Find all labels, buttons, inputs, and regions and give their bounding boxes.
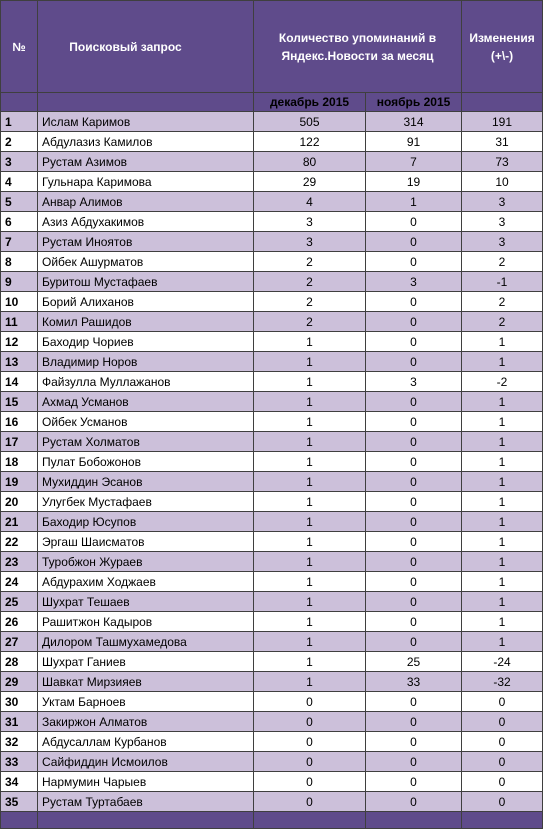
row-number: 27	[1, 632, 38, 652]
row-number: 5	[1, 192, 38, 212]
row-number: 8	[1, 252, 38, 272]
table-row	[1, 112, 543, 132]
row-number: 2	[1, 132, 38, 152]
row-november: 0	[366, 612, 462, 632]
row-change: 10	[462, 172, 543, 192]
row-query: Дилором Ташмухамедова	[38, 632, 254, 652]
row-change: 2	[462, 312, 543, 332]
row-change: 3	[462, 212, 543, 232]
table-row	[1, 292, 543, 312]
row-december: 1	[254, 332, 366, 352]
subheader-empty-query	[38, 93, 254, 112]
row-number: 15	[1, 392, 38, 412]
row-number: 1	[1, 112, 38, 132]
row-december: 1	[254, 512, 366, 532]
row-change: 0	[462, 792, 543, 812]
table-body	[1, 112, 543, 812]
row-query: Рустам Туртабаев	[38, 792, 254, 812]
table-row	[1, 312, 543, 332]
row-change: 1	[462, 492, 543, 512]
row-change: -2	[462, 372, 543, 392]
row-query: Баходир Юсупов	[38, 512, 254, 532]
table-row	[1, 572, 543, 592]
row-query: Ойбек Ашурматов	[38, 252, 254, 272]
table-row	[1, 212, 543, 232]
row-change: -1	[462, 272, 543, 292]
row-change: 0	[462, 752, 543, 772]
row-query: Абдусаллам Курбанов	[38, 732, 254, 752]
row-number: 31	[1, 712, 38, 732]
row-query: Улугбек Мустафаев	[38, 492, 254, 512]
header-num: №	[1, 1, 38, 93]
row-november: 0	[366, 332, 462, 352]
row-number: 20	[1, 492, 38, 512]
row-december: 3	[254, 232, 366, 252]
row-november: 33	[366, 672, 462, 692]
row-december: 29	[254, 172, 366, 192]
table-row	[1, 412, 543, 432]
row-change: 1	[462, 632, 543, 652]
row-number: 23	[1, 552, 38, 572]
row-query: Рустам Холматов	[38, 432, 254, 452]
row-change: 2	[462, 292, 543, 312]
row-december: 1	[254, 372, 366, 392]
row-number: 18	[1, 452, 38, 472]
row-december: 1	[254, 472, 366, 492]
row-change: 191	[462, 112, 543, 132]
row-change: 0	[462, 712, 543, 732]
subheader-empty-num	[1, 93, 38, 112]
row-number: 29	[1, 672, 38, 692]
row-december: 2	[254, 272, 366, 292]
row-december: 1	[254, 652, 366, 672]
subheader-december: декабрь 2015	[254, 93, 366, 112]
row-december: 0	[254, 792, 366, 812]
row-query: Шавкат Мирзияев	[38, 672, 254, 692]
row-december: 0	[254, 772, 366, 792]
row-november: 0	[366, 432, 462, 452]
row-change: 3	[462, 192, 543, 212]
row-number: 7	[1, 232, 38, 252]
row-query: Туробжон Жураев	[38, 552, 254, 572]
footer-row	[1, 812, 543, 829]
row-december: 1	[254, 572, 366, 592]
subheader-row	[1, 93, 543, 112]
table-row	[1, 272, 543, 292]
row-change: 0	[462, 772, 543, 792]
table-row	[1, 712, 543, 732]
row-query: Мухиддин Эсанов	[38, 472, 254, 492]
row-november: 3	[366, 272, 462, 292]
row-november: 0	[366, 492, 462, 512]
row-query: Нармумин Чарыев	[38, 772, 254, 792]
row-december: 0	[254, 752, 366, 772]
row-number: 32	[1, 732, 38, 752]
row-november: 0	[366, 312, 462, 332]
row-number: 14	[1, 372, 38, 392]
row-change: 1	[462, 412, 543, 432]
row-december: 1	[254, 612, 366, 632]
row-change: -32	[462, 672, 543, 692]
row-december: 2	[254, 312, 366, 332]
row-number: 6	[1, 212, 38, 232]
row-november: 314	[366, 112, 462, 132]
footer-cell	[366, 812, 462, 829]
table-row	[1, 672, 543, 692]
row-query: Ойбек Усманов	[38, 412, 254, 432]
row-november: 0	[366, 732, 462, 752]
row-number: 26	[1, 612, 38, 632]
row-december: 0	[254, 732, 366, 752]
row-november: 1	[366, 192, 462, 212]
row-december: 1	[254, 632, 366, 652]
row-number: 9	[1, 272, 38, 292]
row-query: Шухрат Тешаев	[38, 592, 254, 612]
row-december: 1	[254, 412, 366, 432]
row-change: 1	[462, 572, 543, 592]
row-november: 0	[366, 532, 462, 552]
row-query: Комил Рашидов	[38, 312, 254, 332]
row-november: 0	[366, 772, 462, 792]
row-query: Владимир Норов	[38, 352, 254, 372]
row-november: 0	[366, 692, 462, 712]
row-november: 0	[366, 632, 462, 652]
row-number: 30	[1, 692, 38, 712]
row-number: 35	[1, 792, 38, 812]
row-number: 3	[1, 152, 38, 172]
table-row	[1, 332, 543, 352]
row-query: Сайфиддин Исмоилов	[38, 752, 254, 772]
row-number: 24	[1, 572, 38, 592]
row-change: 1	[462, 472, 543, 492]
row-december: 1	[254, 672, 366, 692]
row-december: 1	[254, 432, 366, 452]
row-number: 21	[1, 512, 38, 532]
row-number: 19	[1, 472, 38, 492]
row-query: Буритош Мустафаев	[38, 272, 254, 292]
row-december: 1	[254, 552, 366, 572]
subheader-november: ноябрь 2015	[366, 93, 462, 112]
row-december: 1	[254, 492, 366, 512]
row-change: 1	[462, 432, 543, 452]
row-number: 4	[1, 172, 38, 192]
row-change: 1	[462, 332, 543, 352]
table-row	[1, 752, 543, 772]
row-december: 122	[254, 132, 366, 152]
footer-cell	[38, 812, 254, 829]
subheader-empty-change	[462, 93, 543, 112]
row-november: 0	[366, 392, 462, 412]
row-november: 0	[366, 352, 462, 372]
table-row	[1, 432, 543, 452]
row-change: 0	[462, 692, 543, 712]
row-change: 1	[462, 552, 543, 572]
header-query-text: Поисковый запрос	[69, 39, 182, 54]
table-row	[1, 732, 543, 752]
table-row	[1, 792, 543, 812]
footer-cell	[1, 812, 38, 829]
row-query: Рустам Азимов	[38, 152, 254, 172]
row-change: 1	[462, 612, 543, 632]
row-number: 33	[1, 752, 38, 772]
row-number: 10	[1, 292, 38, 312]
header-query	[38, 1, 254, 93]
row-november: 0	[366, 292, 462, 312]
row-november: 3	[366, 372, 462, 392]
row-query: Файзулла Муллажанов	[38, 372, 254, 392]
table-row	[1, 372, 543, 392]
row-change: 73	[462, 152, 543, 172]
row-query: Пулат Бобожонов	[38, 452, 254, 472]
row-december: 1	[254, 352, 366, 372]
row-change: 2	[462, 252, 543, 272]
row-change: -24	[462, 652, 543, 672]
row-december: 1	[254, 452, 366, 472]
table-row	[1, 632, 543, 652]
header-change: Изменения (+\-)	[462, 1, 543, 93]
row-november: 0	[366, 552, 462, 572]
row-november: 0	[366, 792, 462, 812]
row-query: Абдурахим Ходжаев	[38, 572, 254, 592]
row-november: 7	[366, 152, 462, 172]
row-december: 1	[254, 532, 366, 552]
table-row	[1, 492, 543, 512]
table-row	[1, 532, 543, 552]
row-change: 0	[462, 732, 543, 752]
row-december: 0	[254, 692, 366, 712]
footer-cell	[254, 812, 366, 829]
row-november: 0	[366, 472, 462, 492]
header-mentions: Количество упоминаний в Яндекс.Новости за месяц	[254, 1, 462, 93]
table-row	[1, 192, 543, 212]
row-november: 0	[366, 232, 462, 252]
row-change: 1	[462, 592, 543, 612]
row-change: 31	[462, 132, 543, 152]
row-query: Анвар Алимов	[38, 192, 254, 212]
row-november: 0	[366, 572, 462, 592]
table-row	[1, 772, 543, 792]
row-number: 13	[1, 352, 38, 372]
table-row	[1, 512, 543, 532]
row-november: 0	[366, 712, 462, 732]
row-query: Эргаш Шаисматов	[38, 532, 254, 552]
row-november: 25	[366, 652, 462, 672]
table-row	[1, 652, 543, 672]
row-change: 3	[462, 232, 543, 252]
row-november: 0	[366, 452, 462, 472]
row-december: 1	[254, 392, 366, 412]
row-query: Шухрат Ганиев	[38, 652, 254, 672]
footer-cell	[462, 812, 543, 829]
row-december: 1	[254, 592, 366, 612]
row-query: Рустам Иноятов	[38, 232, 254, 252]
row-december: 3	[254, 212, 366, 232]
table-row	[1, 592, 543, 612]
row-change: 1	[462, 452, 543, 472]
row-query: Ахмад Усманов	[38, 392, 254, 412]
row-november: 0	[366, 752, 462, 772]
row-change: 1	[462, 532, 543, 552]
row-query: Рашитжон Кадыров	[38, 612, 254, 632]
table-row	[1, 132, 543, 152]
row-query: Уктам Барноев	[38, 692, 254, 712]
row-november: 0	[366, 212, 462, 232]
row-november: 91	[366, 132, 462, 152]
row-december: 505	[254, 112, 366, 132]
table-row	[1, 392, 543, 412]
row-november: 0	[366, 512, 462, 532]
row-change: 1	[462, 512, 543, 532]
table-row	[1, 452, 543, 472]
row-december: 0	[254, 712, 366, 732]
row-november: 0	[366, 592, 462, 612]
table-row	[1, 692, 543, 712]
table-row	[1, 232, 543, 252]
header-row	[1, 1, 543, 93]
row-query: Азиз Абдухакимов	[38, 212, 254, 232]
row-number: 11	[1, 312, 38, 332]
table-row	[1, 172, 543, 192]
row-number: 25	[1, 592, 38, 612]
row-november: 0	[366, 412, 462, 432]
row-query: Закиржон Алматов	[38, 712, 254, 732]
row-change: 1	[462, 392, 543, 412]
table-row	[1, 352, 543, 372]
row-number: 12	[1, 332, 38, 352]
table-row	[1, 612, 543, 632]
row-query: Ислам Каримов	[38, 112, 254, 132]
row-query: Борий Алиханов	[38, 292, 254, 312]
row-november: 0	[366, 252, 462, 272]
table-row	[1, 472, 543, 492]
table-row	[1, 552, 543, 572]
table-row	[1, 152, 543, 172]
row-december: 2	[254, 292, 366, 312]
row-number: 16	[1, 412, 38, 432]
row-december: 80	[254, 152, 366, 172]
table-row	[1, 252, 543, 272]
row-query: Абдулазиз Камилов	[38, 132, 254, 152]
row-number: 34	[1, 772, 38, 792]
row-query: Баходир Чориев	[38, 332, 254, 352]
row-number: 17	[1, 432, 38, 452]
row-december: 2	[254, 252, 366, 272]
row-november: 19	[366, 172, 462, 192]
row-number: 22	[1, 532, 38, 552]
row-december: 4	[254, 192, 366, 212]
row-query: Гульнара Каримова	[38, 172, 254, 192]
row-change: 1	[462, 352, 543, 372]
row-number: 28	[1, 652, 38, 672]
